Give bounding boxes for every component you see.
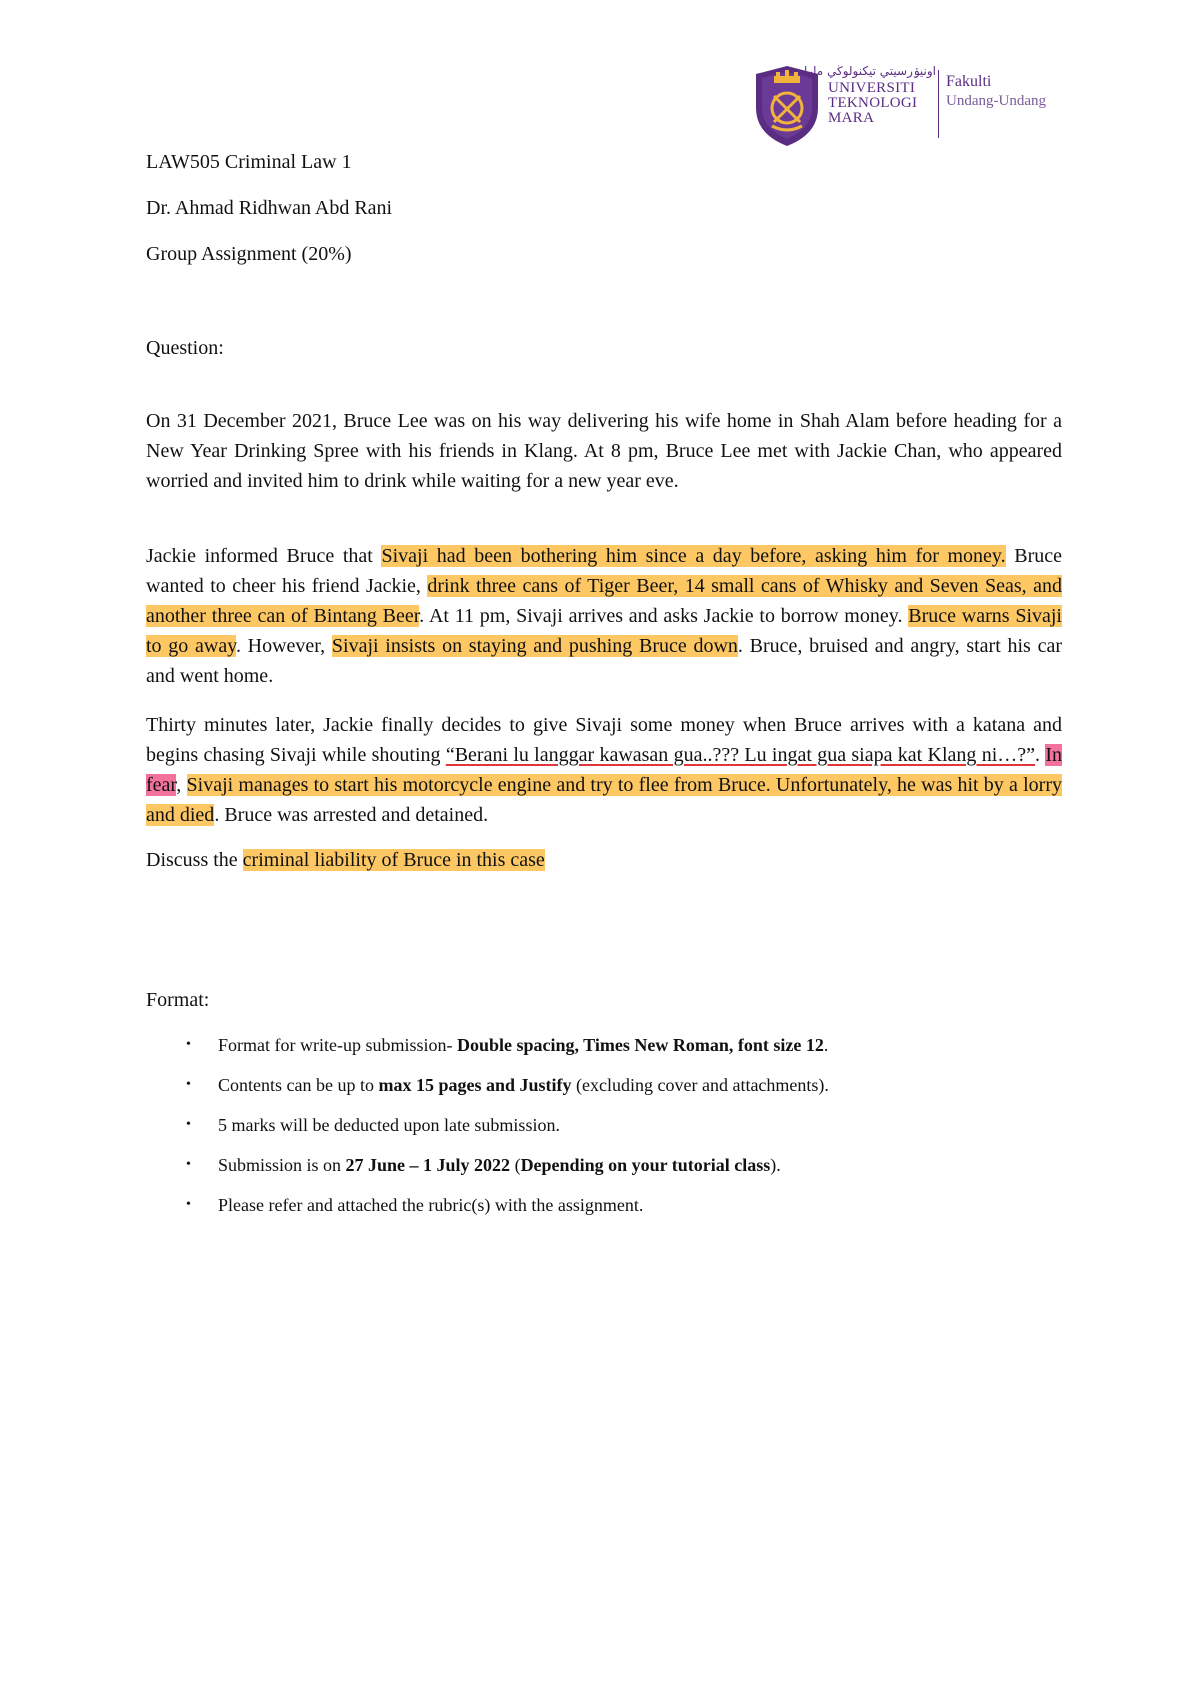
bullet-icon: • [186, 1157, 191, 1172]
format-list [146, 1025, 829, 1225]
p2-highlight-1: Sivaji had been bothering him since a day before, asking him for money. [381, 545, 1006, 567]
p2-highlight-3: Bruce warns Sivaji to go away [146, 605, 1062, 657]
format-item-bold: 27 June – 1 July 2022 [345, 1155, 511, 1175]
p4-highlight-1: criminal liability of Bruce in this case [242, 849, 545, 871]
format-item-bold: max 15 pages and Justify [378, 1075, 572, 1095]
logo-divider [938, 70, 939, 138]
logo-line-teknologi: TEKNOLOGI [828, 95, 918, 111]
p3-underlined-quote: “Berani lu langgar kawasan gua..??? Lu ingat gua siapa kat Klang ni…?” [445, 744, 1036, 766]
format-item [146, 1065, 829, 1105]
p3-text-2: . [1035, 744, 1046, 766]
bullet-icon: • [186, 1037, 191, 1052]
question-label: Question: [146, 337, 224, 359]
p3-text-4: . Bruce was arrested and detained. [214, 804, 489, 826]
logo-line-mara: MARA [828, 110, 875, 126]
format-item-text: Format for write-up submission- [218, 1035, 457, 1055]
logo-faculty-line1: Fakulti [946, 73, 992, 90]
format-item-text: Submission is on [218, 1155, 346, 1175]
format-item [146, 1185, 829, 1225]
bullet-icon: • [186, 1197, 191, 1212]
p2-text-2: Bruce wanted to cheer his friend Jackie, [146, 545, 1062, 597]
format-item-text-mid: ( [510, 1155, 521, 1175]
question-paragraph-1: On 31 December 2021, Bruce Lee was on his way delivering his wife home in Shah Alam before heading for a New Year Drinking Spree with his friends in Klang. At 8 pm, Bruce Lee met with Jackie Chan, who appeared worried and invited him to drink while waiting for a new year eve. [146, 410, 1062, 492]
question-paragraph-3 [146, 710, 1062, 830]
uitm-faculty-logo [752, 64, 1072, 148]
format-item [146, 1145, 829, 1185]
p3-highlight-1: Sivaji manages to start his motorcycle engine and try to flee from Bruce. Unfortunately, he was hit by a lorry and died [146, 774, 1063, 826]
p3-text-1: Thirty minutes later, Jackie finally decides to give Sivaji some money when Bruce arrives with a katana and begins chasing Sivaji while shouting [146, 714, 1062, 766]
format-item-bold: Double spacing, Times New Roman, font size 12 [456, 1035, 824, 1055]
p4-text-1: Discuss the [146, 849, 243, 871]
assignment-title: Group Assignment (20%) [146, 243, 352, 265]
logo-faculty-name [946, 72, 1046, 110]
p2-highlight-4: Sivaji insists on staying and pushing Bruce down [331, 635, 738, 657]
logo-line-universiti: UNIVERSITI [828, 80, 916, 96]
logo-university-name [828, 81, 917, 126]
format-label: Format: [146, 989, 210, 1011]
course-code: LAW505 Criminal Law 1 [146, 151, 352, 173]
bullet-icon: • [186, 1077, 191, 1092]
p2-highlight-2: drink three cans of Tiger Beer, 14 small cans of Whisky and Seven Seas, and another three can of Bintang Beer [146, 575, 1062, 627]
logo-faculty-line2: Undang-Undang [946, 93, 1046, 109]
question-paragraph-4 [146, 845, 1062, 875]
format-item-text-end: ). [770, 1155, 781, 1175]
p2-text-4: . However, [235, 635, 332, 657]
format-item-text: 5 marks will be deducted upon late submission. [218, 1115, 560, 1135]
p2-text-1: Jackie informed Bruce that [146, 545, 382, 567]
format-item [146, 1025, 829, 1065]
format-item-text-end: . [823, 1035, 829, 1055]
format-item-text: Please refer and attached the rubric(s) with the assignment. [218, 1195, 644, 1215]
bullet-icon: • [186, 1117, 191, 1132]
logo-arabic-text: اونيۏرسيتي تيكنولوڬي مارا [803, 64, 936, 78]
format-item [146, 1105, 829, 1145]
format-item-text: Contents can be up to [218, 1075, 379, 1095]
p2-text-5: . Bruce, bruised and angry, start his car and went home. [146, 635, 1062, 687]
p3-text-3: , [176, 774, 187, 796]
question-paragraph-2 [146, 541, 1062, 691]
p2-text-3: . At 11 pm, Sivaji arrives and asks Jackie to borrow money. [419, 605, 909, 627]
format-item-text-end: (excluding cover and attachments). [571, 1075, 829, 1095]
p3-pink-highlight: In fear [146, 744, 1063, 796]
format-item-bold-2: Depending on your tutorial class [520, 1155, 771, 1175]
lecturer-name: Dr. Ahmad Ridhwan Abd Rani [146, 197, 393, 219]
